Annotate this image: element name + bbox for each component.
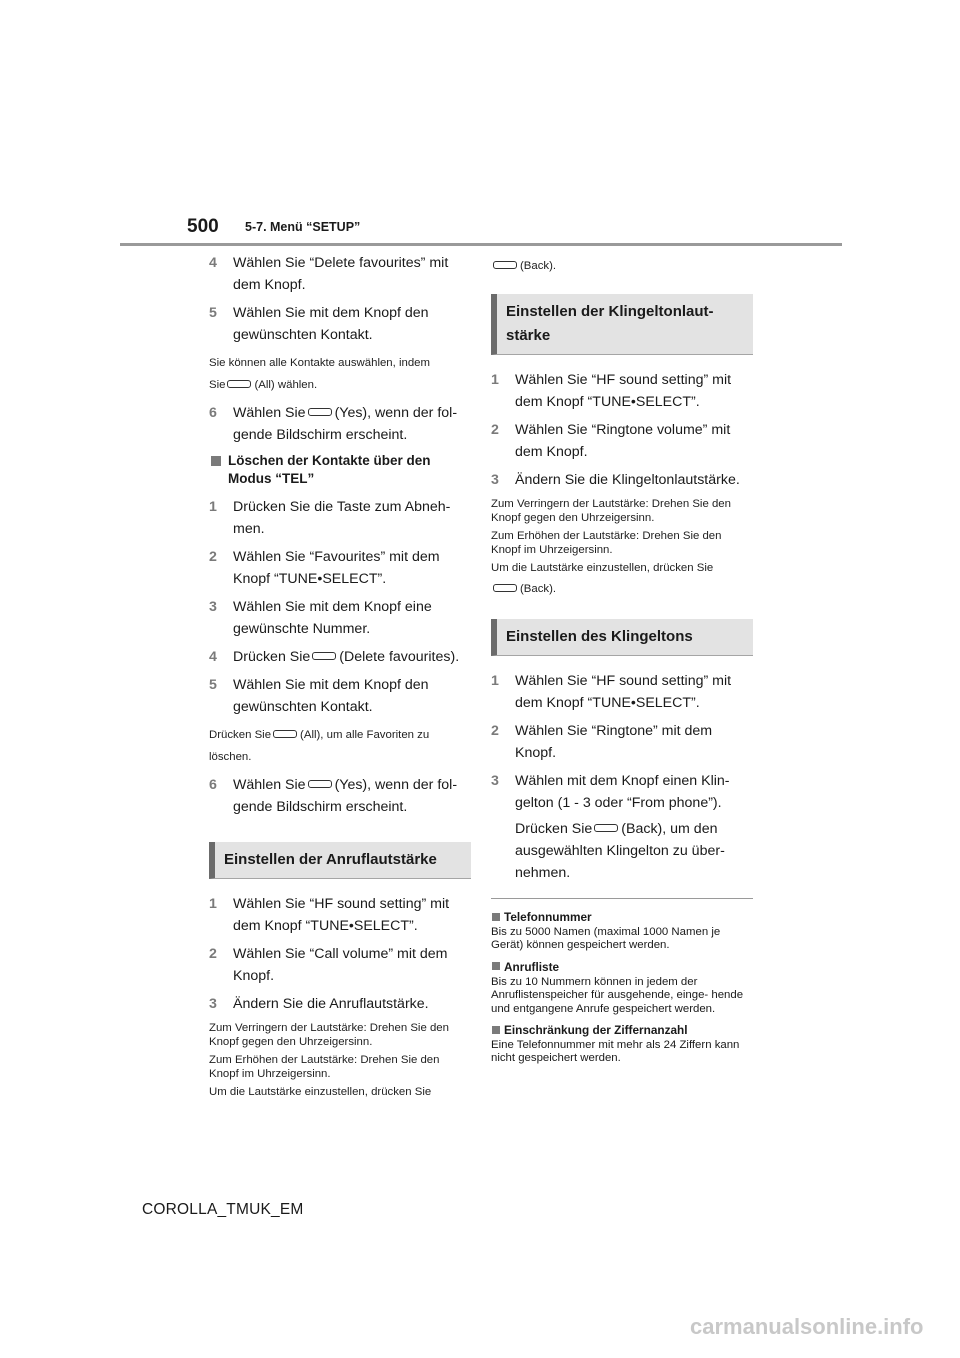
rt-step-1: 1 Wählen Sie “HF sound setting” mit dem Knopf “TUNE•SELECT”.	[491, 673, 732, 711]
call-step-2: 2 Wählen Sie “Call volume” mit dem Knopf.	[209, 946, 448, 984]
ringtone-heading: Einstellen des Klingeltons	[491, 619, 753, 656]
tel-step-3: 3 Wählen Sie mit dem Knopf eine gewünschte Nummer.	[209, 599, 432, 637]
square-bullet-icon	[211, 456, 221, 466]
rv-note-decrease: Zum Verringern der Lautstärke: Drehen Sie den Knopf gegen den Uhrzeigersinn.	[491, 498, 731, 524]
info-anrufliste: Anrufliste Bis zu 10 Nummern können in jedem der Anruflistenspeicher für ausgehende, einge- hende und entgangene Anrufe gespeichert werden.	[491, 959, 744, 1015]
note-select-all: Sie können alle Kontakte auswählen, indem Sie (All) wählen.	[209, 357, 430, 391]
rt-step-2: 2 Wählen Sie “Ringtone” mit dem Knopf.	[491, 723, 713, 761]
watermark: carmanualsonline.info	[690, 1314, 924, 1339]
rt-step-3-continuation: Drücken Sie (Back), um den ausgewählten Klingelton zu über- nehmen.	[515, 821, 725, 881]
rv-note-confirm: Um die Lautstärke einzustellen, drücken Sie	[491, 562, 714, 574]
ringtone-volume-heading: Einstellen der Klingeltonlaut- stärke	[491, 294, 753, 355]
tel-step-1: 1 Drücken Sie die Taste zum Abneh- men.	[209, 499, 451, 537]
step-5: 5 Wählen Sie mit dem Knopf den gewünschten Kontakt.	[209, 305, 429, 343]
yes-button-icon	[308, 408, 332, 416]
rv-step-2: 2 Wählen Sie “Ringtone volume” mit dem Knopf.	[491, 422, 731, 460]
call-note-confirm: Um die Lautstärke einzustellen, drücken Sie	[209, 1086, 432, 1098]
rv-back: (Back).	[491, 579, 753, 599]
rv-note-increase: Zum Erhöhen der Lautstärke: Drehen Sie den Knopf im Uhrzeigersinn.	[491, 530, 722, 556]
left-column	[209, 252, 471, 1103]
rv-step-1: 1 Wählen Sie “HF sound setting” mit dem Knopf “TUNE•SELECT”.	[491, 372, 732, 410]
yes-button-icon	[308, 780, 332, 788]
back-button-icon	[493, 584, 517, 592]
all-button-icon	[227, 380, 251, 388]
info-ziffernanzahl: Einschränkung der Ziffernanzahl Eine Telefonnummer mit mehr als 24 Ziffern kann nicht gespeichert werden.	[491, 1023, 740, 1065]
square-bullet-icon	[492, 1026, 500, 1034]
call-step-3: 3 Ändern Sie die Anruflautstärke.	[209, 996, 429, 1012]
tel-mode-heading: Löschen der Kontakte über den Modus “TEL”	[209, 452, 471, 488]
call-step-1: 1 Wählen Sie “HF sound setting” mit dem Knopf “TUNE•SELECT”.	[209, 896, 450, 934]
call-note-decrease: Zum Verringern der Lautstärke: Drehen Sie den Knopf gegen den Uhrzeigersinn.	[209, 1022, 449, 1048]
delete-favourites-button-icon	[312, 652, 336, 660]
call-volume-heading: Einstellen der Anruflautstärke	[209, 842, 471, 879]
info-divider	[491, 898, 753, 899]
tel-step-5: 5 Wählen Sie mit dem Knopf den gewünschten Kontakt.	[209, 677, 429, 715]
tel-note-all: Drücken Sie (All), um alle Favoriten zu löschen.	[209, 729, 430, 763]
page-number: 500	[187, 216, 219, 237]
call-note-increase: Zum Erhöhen der Lautstärke: Drehen Sie den Knopf im Uhrzeigersinn.	[209, 1054, 440, 1080]
header-rule	[120, 243, 842, 246]
step-4: 4 Wählen Sie “Delete favourites” mit dem Knopf.	[209, 255, 449, 293]
rv-step-3: 3 Ändern Sie die Klingeltonlautstärke.	[491, 472, 740, 488]
back-button-icon	[493, 261, 517, 269]
section-title: 5-7. Menü “SETUP”	[245, 220, 361, 234]
step-6: 6 Wählen Sie (Yes), wenn der fol- gende Bildschirm erscheint.	[209, 405, 458, 443]
tel-step-6: 6 Wählen Sie (Yes), wenn der fol- gende Bildschirm erscheint.	[209, 777, 458, 815]
back-button-icon	[594, 824, 618, 832]
square-bullet-icon	[492, 962, 500, 970]
right-column	[491, 252, 753, 1068]
tel-step-2: 2 Wählen Sie “Favourites” mit dem Knopf “TUNE•SELECT”.	[209, 549, 440, 587]
tel-step-4: 4 Drücken Sie (Delete favourites).	[209, 649, 460, 665]
info-telefonnummer: Telefonnummer Bis zu 5000 Namen (maximal 1000 Namen je Gerät) können gespeichert werden.	[491, 910, 721, 952]
all-button-icon	[273, 730, 297, 738]
square-bullet-icon	[492, 913, 500, 921]
rt-step-3: 3 Wählen mit dem Knopf einen Klin- gelton (1 - 3 oder “From phone”).	[491, 773, 730, 811]
document-id: COROLLA_TMUK_EM	[142, 1201, 304, 1218]
back-continuation: (Back).	[491, 256, 753, 276]
